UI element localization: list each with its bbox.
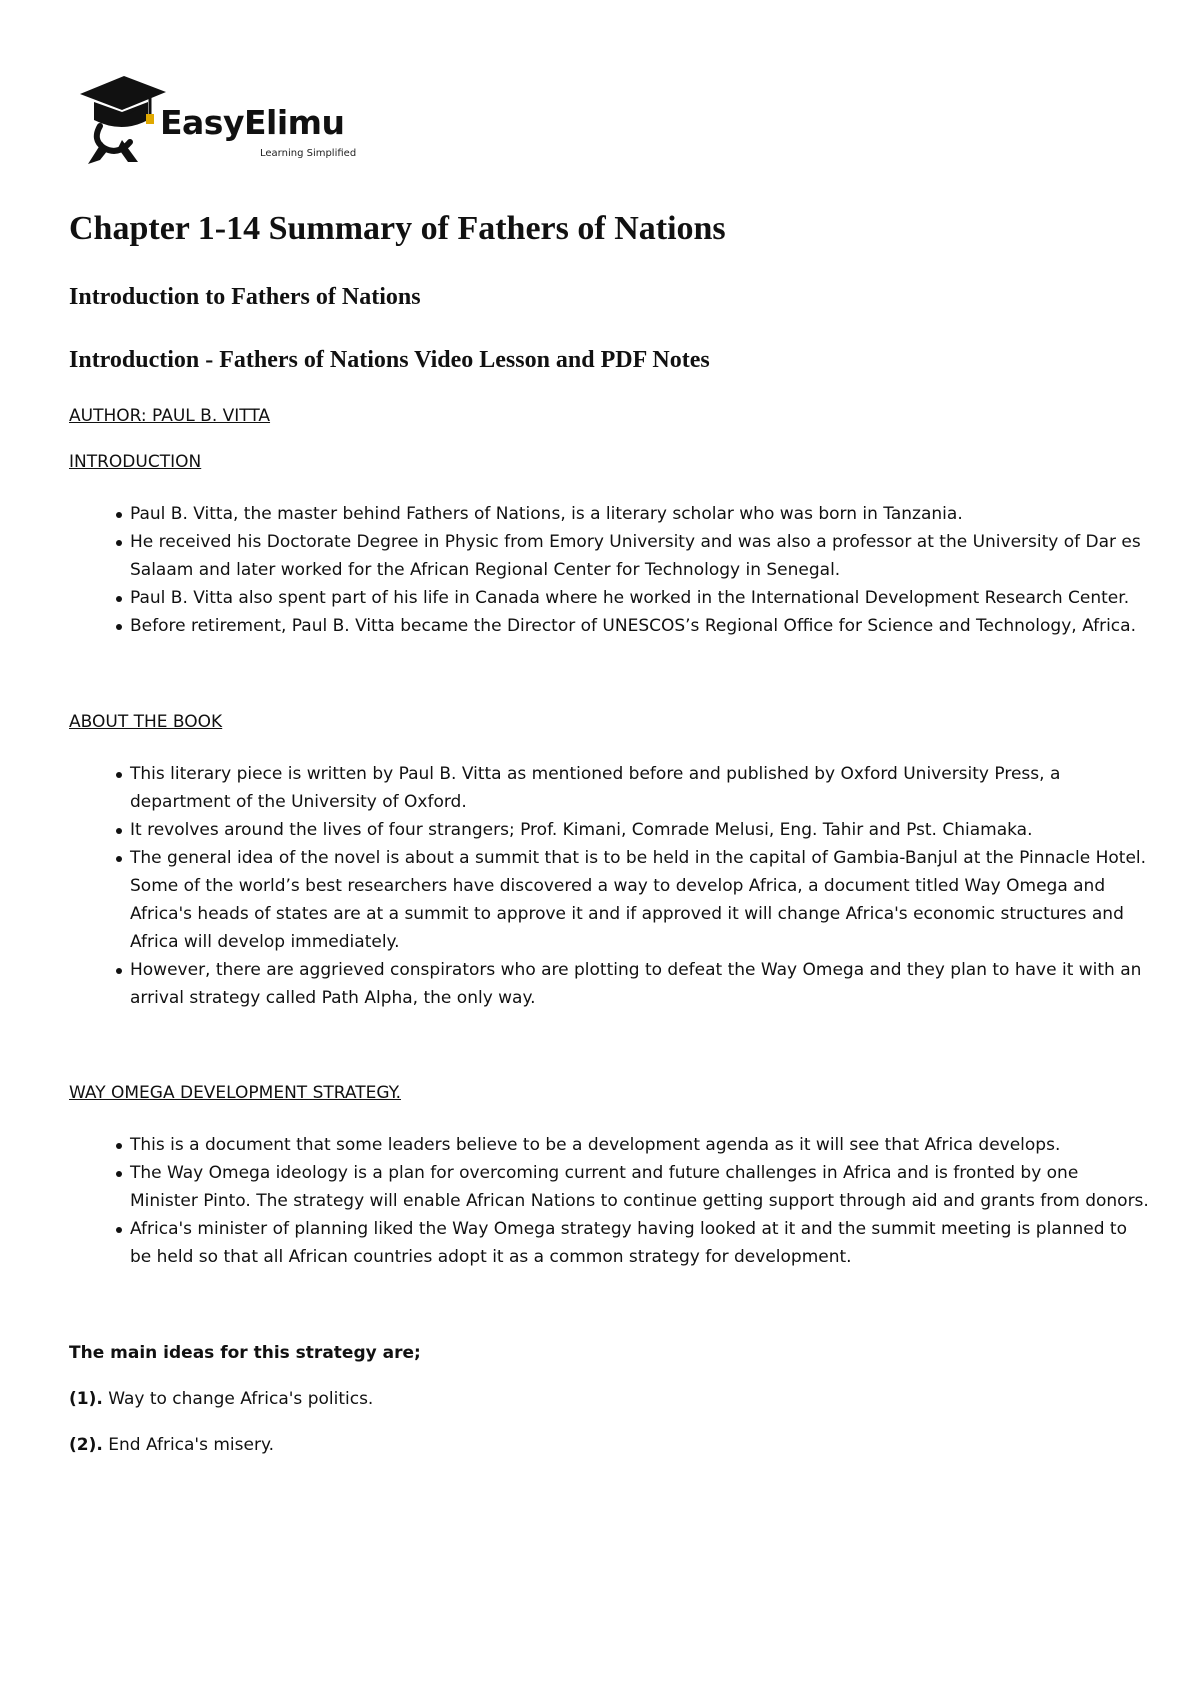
list-item: He received his Doctorate Degree in Physic from Emory University and was also a professor at the University of Dar es Salaam and later worked for the African Regional Center for Technology in Senegal.	[130, 528, 1149, 584]
list-item: However, there are aggrieved conspirators who are plotting to defeat the Way Omega and they plan to have it with an arrival strategy called Path Alpha, the only way.	[130, 956, 1149, 1012]
introduction-list	[69, 500, 1149, 640]
list-item: Paul B. Vitta also spent part of his life in Canada where he worked in the International Development Research Center.	[130, 584, 1149, 612]
main-idea-item	[69, 1433, 1149, 1457]
document-content	[69, 200, 1149, 1457]
graduation-cap-icon	[78, 76, 168, 168]
list-item: Africa's minister of planning liked the Way Omega strategy having looked at it and the summit meeting is planned to be held so that all African countries adopt it as a common strategy for development.	[130, 1215, 1149, 1271]
list-item: The Way Omega ideology is a plan for overcoming current and future challenges in Africa and is fronted by one Minister Pinto. The strategy will enable African Nations to continue getting support through aid and grants from donors.	[130, 1159, 1149, 1215]
page-title: Chapter 1-14 Summary of Fathers of Nations	[69, 210, 726, 247]
easyelimu-logo[interactable]	[78, 76, 378, 168]
main-idea-text: End Africa's misery.	[102, 1435, 274, 1455]
list-item: Before retirement, Paul B. Vitta became the Director of UNESCOS’s Regional Office for Science and Technology, Africa.	[130, 612, 1149, 640]
way-omega-label: WAY OMEGA DEVELOPMENT STRATEGY.	[69, 1083, 401, 1103]
logo-tagline: Learning Simplified	[260, 148, 357, 159]
introduction-label: INTRODUCTION	[69, 452, 202, 472]
main-idea-item	[69, 1387, 1149, 1411]
list-item: It revolves around the lives of four strangers; Prof. Kimani, Comrade Melusi, Eng. Tahir and Pst. Chiamaka.	[130, 816, 1149, 844]
list-item: Paul B. Vitta, the master behind Fathers of Nations, is a literary scholar who was born in Tanzania.	[130, 500, 1149, 528]
section-heading-introduction: Introduction to Fathers of Nations	[69, 284, 421, 310]
about-book-list	[69, 760, 1149, 1012]
list-item: This is a document that some leaders believe to be a development agenda as it will see that Africa develops.	[130, 1131, 1149, 1159]
list-item: This literary piece is written by Paul B. Vitta as mentioned before and published by Oxford University Press, a department of the University of Oxford.	[130, 760, 1149, 816]
way-omega-list	[69, 1131, 1149, 1271]
author-label: AUTHOR: PAUL B. VITTA	[69, 406, 271, 426]
section-heading-video-lesson: Introduction - Fathers of Nations Video Lesson and PDF Notes	[69, 347, 710, 373]
main-idea-number: (1).	[69, 1389, 103, 1409]
main-ideas-heading: The main ideas for this strategy are;	[69, 1343, 421, 1363]
main-idea-text: Way to change Africa's politics.	[102, 1389, 374, 1409]
main-idea-number: (2).	[69, 1435, 103, 1455]
logo-name: EasyElimu	[160, 103, 345, 142]
list-item: The general idea of the novel is about a summit that is to be held in the capital of Gambia-Banjul at the Pinnacle Hotel. Some of the world’s best researchers have discovered a way to develop Africa, a document titled Way Omega and Africa's heads of states are at a summit to approve it and if approved it will change Africa's economic structures and Africa will develop immediately.	[130, 844, 1149, 956]
about-book-label: ABOUT THE BOOK	[69, 712, 223, 732]
